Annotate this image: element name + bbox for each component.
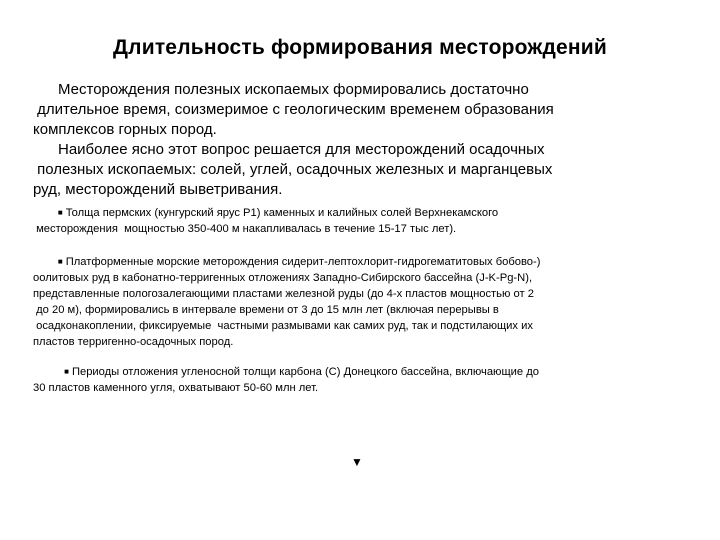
bullet-line [33,364,693,380]
bullet-text: Толща пермских (кунгурский ярус Р1) каменных и калийных солей Верхнекамского [65,207,499,219]
bullet-line: представленные пологозалегающими пластами железной руды (до 4-х пластов мощностью от 2 [33,288,534,300]
bullet-line: 30 пластов каменного угля, охватывают 50-60 млн лет. [33,382,319,394]
bullet-line: пластов терригенно-осадочных пород. [33,336,234,348]
intro-line: Наиболее ясно этот вопрос решается для месторождений осадочных [33,141,545,158]
bullet-item-permian-salts [33,205,693,237]
intro-line: комплексов горных пород. [33,121,217,138]
bullet-text: Платформенные морские меторождения сидерит-лептохлорит-гидрогематитовых бобово-) [65,256,541,268]
bullet-line: осадконакоплении, фиксируемые частными размывами как самих руд, так и подстилающих их [33,320,533,332]
intro-line: Месторождения полезных ископаемых формировались достаточно [33,81,529,98]
bullet-line: месторождения мощностью 350-400 м накапливалась в течение 15-17 тыс лет). [33,223,457,235]
bullet-line [33,254,693,270]
bullet-text: Периоды отложения угленосной толщи карбона (С) Донецкого бассейна, включающие до [71,366,539,378]
bullet-line: оолитовых руд в кабонатно-терригенных отложениях Западно-Сибирского бассейна (J-K-Pg-N), [33,272,533,284]
intro-line: длительное время, соизмеримое с геологическим временем образования [33,101,554,118]
intro-paragraphs [33,80,693,200]
bullet-square-icon: ■ [57,257,63,266]
intro-line: полезных ископаемых: солей, углей, осадочных железных и марганцевых [33,161,553,178]
bullet-item-iron-ores [33,254,693,350]
bullet-square-icon: ■ [57,208,63,217]
bullet-item-donets-coal [33,364,693,396]
bullet-line [33,205,693,221]
bullet-square-icon: ■ [64,367,69,376]
slide-title: Длительность формирования месторождений [113,36,607,59]
intro-line: руд, месторождений выветривания. [33,181,283,198]
triangle-down-icon: ▼ [351,455,363,469]
bullet-line: до 20 м), формировались в интервале времени от 3 до 15 млн лет (включая перерывы в [33,304,499,316]
